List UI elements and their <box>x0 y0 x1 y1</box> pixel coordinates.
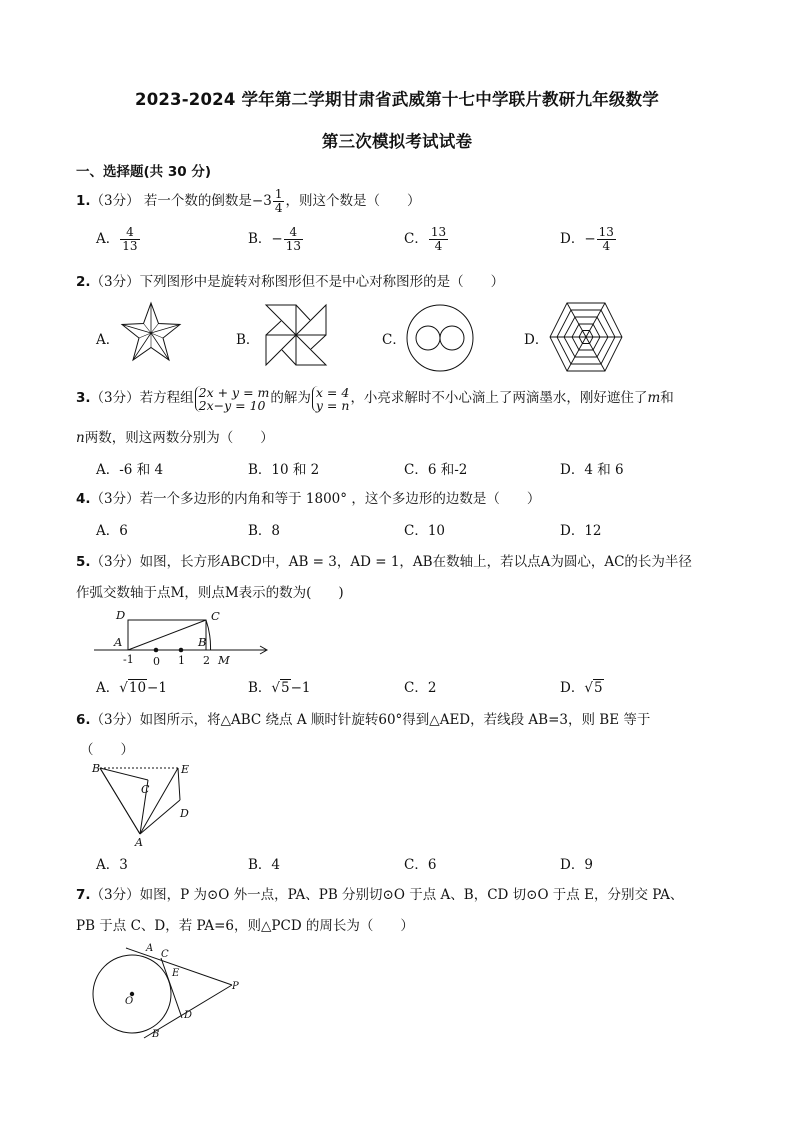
option-a: A． $\frac{4}{13}$ <box>96 225 138 253</box>
number-line-rectangle-figure <box>92 604 272 668</box>
mixed-number-whole: −3 <box>251 193 272 209</box>
question-text: 如图所示，将△ABC 绕点 A 顺时针旋转60°得到△AED，若线段 AB=3，则 BE 等于 <box>139 712 651 728</box>
option-a: A．6 <box>96 523 128 539</box>
question-text: 若一个数的倒数是 <box>143 193 252 209</box>
option-d: D．4 和 6 <box>560 462 624 478</box>
tick-0: 0 <box>153 655 160 668</box>
question-text: ，则这个数是（ ） <box>285 193 421 209</box>
label-c: C <box>211 609 220 623</box>
question-number: 5. <box>76 554 91 570</box>
option-c: C．6 <box>404 857 437 873</box>
question-number: 7. <box>76 887 91 903</box>
tick-2: 2 <box>203 654 210 667</box>
label-p: P <box>232 981 239 992</box>
label-a: A <box>135 836 143 849</box>
question-number: 2. <box>76 274 91 290</box>
star-figure <box>118 300 184 366</box>
question-5 <box>76 550 692 570</box>
label-d: D <box>116 608 126 622</box>
option-b: B．8 <box>248 523 281 539</box>
option-c: C．10 <box>404 523 446 539</box>
option-b: B．− $\frac{4}{13}$ <box>248 225 302 253</box>
option-a: A．-6 和 4 <box>96 462 164 478</box>
label-b: B <box>92 762 101 775</box>
question-7 <box>76 883 683 903</box>
option-a: A．√10−1 <box>96 680 167 696</box>
hexagon-web-figure <box>548 300 624 374</box>
question-score: （3分） <box>90 887 140 903</box>
option-d-label: D． <box>524 332 549 348</box>
question-4 <box>76 487 540 507</box>
circles-figure <box>404 302 476 374</box>
question-7-line2: PB 于点 C、D，若 PA=6，则△PCD 的周长为（ ） <box>76 918 414 934</box>
label-d: D <box>184 1010 193 1021</box>
question-score: （3分） <box>90 193 140 209</box>
question-number: 6. <box>76 712 91 728</box>
option-a: A．3 <box>96 857 128 873</box>
option-b: B．4 <box>248 857 281 873</box>
question-text: 若一个多边形的内角和等于 1800° ，这个多边形的边数是（ ） <box>139 491 541 507</box>
option-b: B．10 和 2 <box>248 462 320 478</box>
option-d: D．12 <box>560 523 602 539</box>
question-3-cont: n两数，则这两数分别为（ ） <box>76 430 274 446</box>
option-c: C．2 <box>404 680 437 696</box>
exam-title-line2: 第三次模拟考试试卷 <box>321 132 473 151</box>
question-6-line2: （ ） <box>80 742 134 758</box>
question-score: （3分） <box>90 554 140 570</box>
option-b-label: B． <box>236 332 260 348</box>
option-c-label: C． <box>382 332 406 348</box>
pinwheel-figure <box>264 303 328 367</box>
option-a-label: A． <box>96 332 120 348</box>
question-score: （3分） <box>90 274 140 290</box>
option-d: D．√5 <box>560 680 603 696</box>
question-number: 4. <box>76 491 91 507</box>
solution-system: x = 4 y = n <box>312 386 350 412</box>
question-text: 如图，P 为⊙O 外一点，PA、PB 分别切⊙O 于点 A、B，CD 切⊙O 于点 E，分别交 PA、 <box>139 887 684 903</box>
section-heading: 一、选择题(共 30 分) <box>76 164 212 180</box>
label-c: C <box>141 783 150 796</box>
mixed-number-fraction: $\frac{1}{4}$ <box>274 187 283 215</box>
tick--1: -1 <box>123 653 134 666</box>
tangent-circle-figure <box>88 938 248 1044</box>
question-score: （3分） <box>90 390 140 406</box>
label-d: D <box>180 807 189 820</box>
question-5-line2: 作弧交数轴于点M，则点M表示的数为( ) <box>76 585 344 601</box>
question-2 <box>76 270 504 290</box>
question-score: （3分） <box>90 491 140 507</box>
question-score: （3分） <box>90 712 140 728</box>
tick-1: 1 <box>178 654 185 667</box>
question-6 <box>76 708 650 728</box>
label-e: E <box>172 968 180 979</box>
option-c: C． $\frac{13}{4}$ <box>404 225 447 253</box>
rotation-figure <box>90 760 200 850</box>
question-1 <box>76 188 420 215</box>
option-d: D．− $\frac{13}{4}$ <box>560 225 614 253</box>
question-text: 如图，长方形ABCD中，AB = 3，AD = 1，AB在数轴上，若以点A为圆心，AC的长为半径 <box>139 554 692 570</box>
label-b: B <box>152 1029 160 1040</box>
question-3: 3.（3分）若方程组 2x + y = m 2x−y = 10 的解为 x = 4 y = n，小亮求解时不小心滴上了两滴墨水，刚好遮住了m和 <box>76 384 674 413</box>
question-text: 下列图形中是旋转对称图形但不是中心对称图形的是（ ） <box>139 274 505 290</box>
option-d: D．9 <box>560 857 593 873</box>
label-c: C <box>161 949 169 960</box>
exam-title-line1: 2023-2024 学年第二学期甘肃省武威第十七中学联片教研九年级数学 <box>135 90 659 109</box>
option-c: C．6 和-2 <box>404 462 468 478</box>
question-number: 3. <box>76 390 91 406</box>
question-number: 1. <box>76 193 91 209</box>
equation-system: 2x + y = m 2x−y = 10 <box>195 386 270 412</box>
label-m: M <box>218 653 230 667</box>
label-b: B <box>198 635 207 649</box>
label-e: E <box>181 763 190 776</box>
label-a: A <box>114 635 123 649</box>
option-b: B．√5−1 <box>248 680 311 696</box>
label-o: O <box>125 996 134 1007</box>
label-a: A <box>146 943 154 954</box>
